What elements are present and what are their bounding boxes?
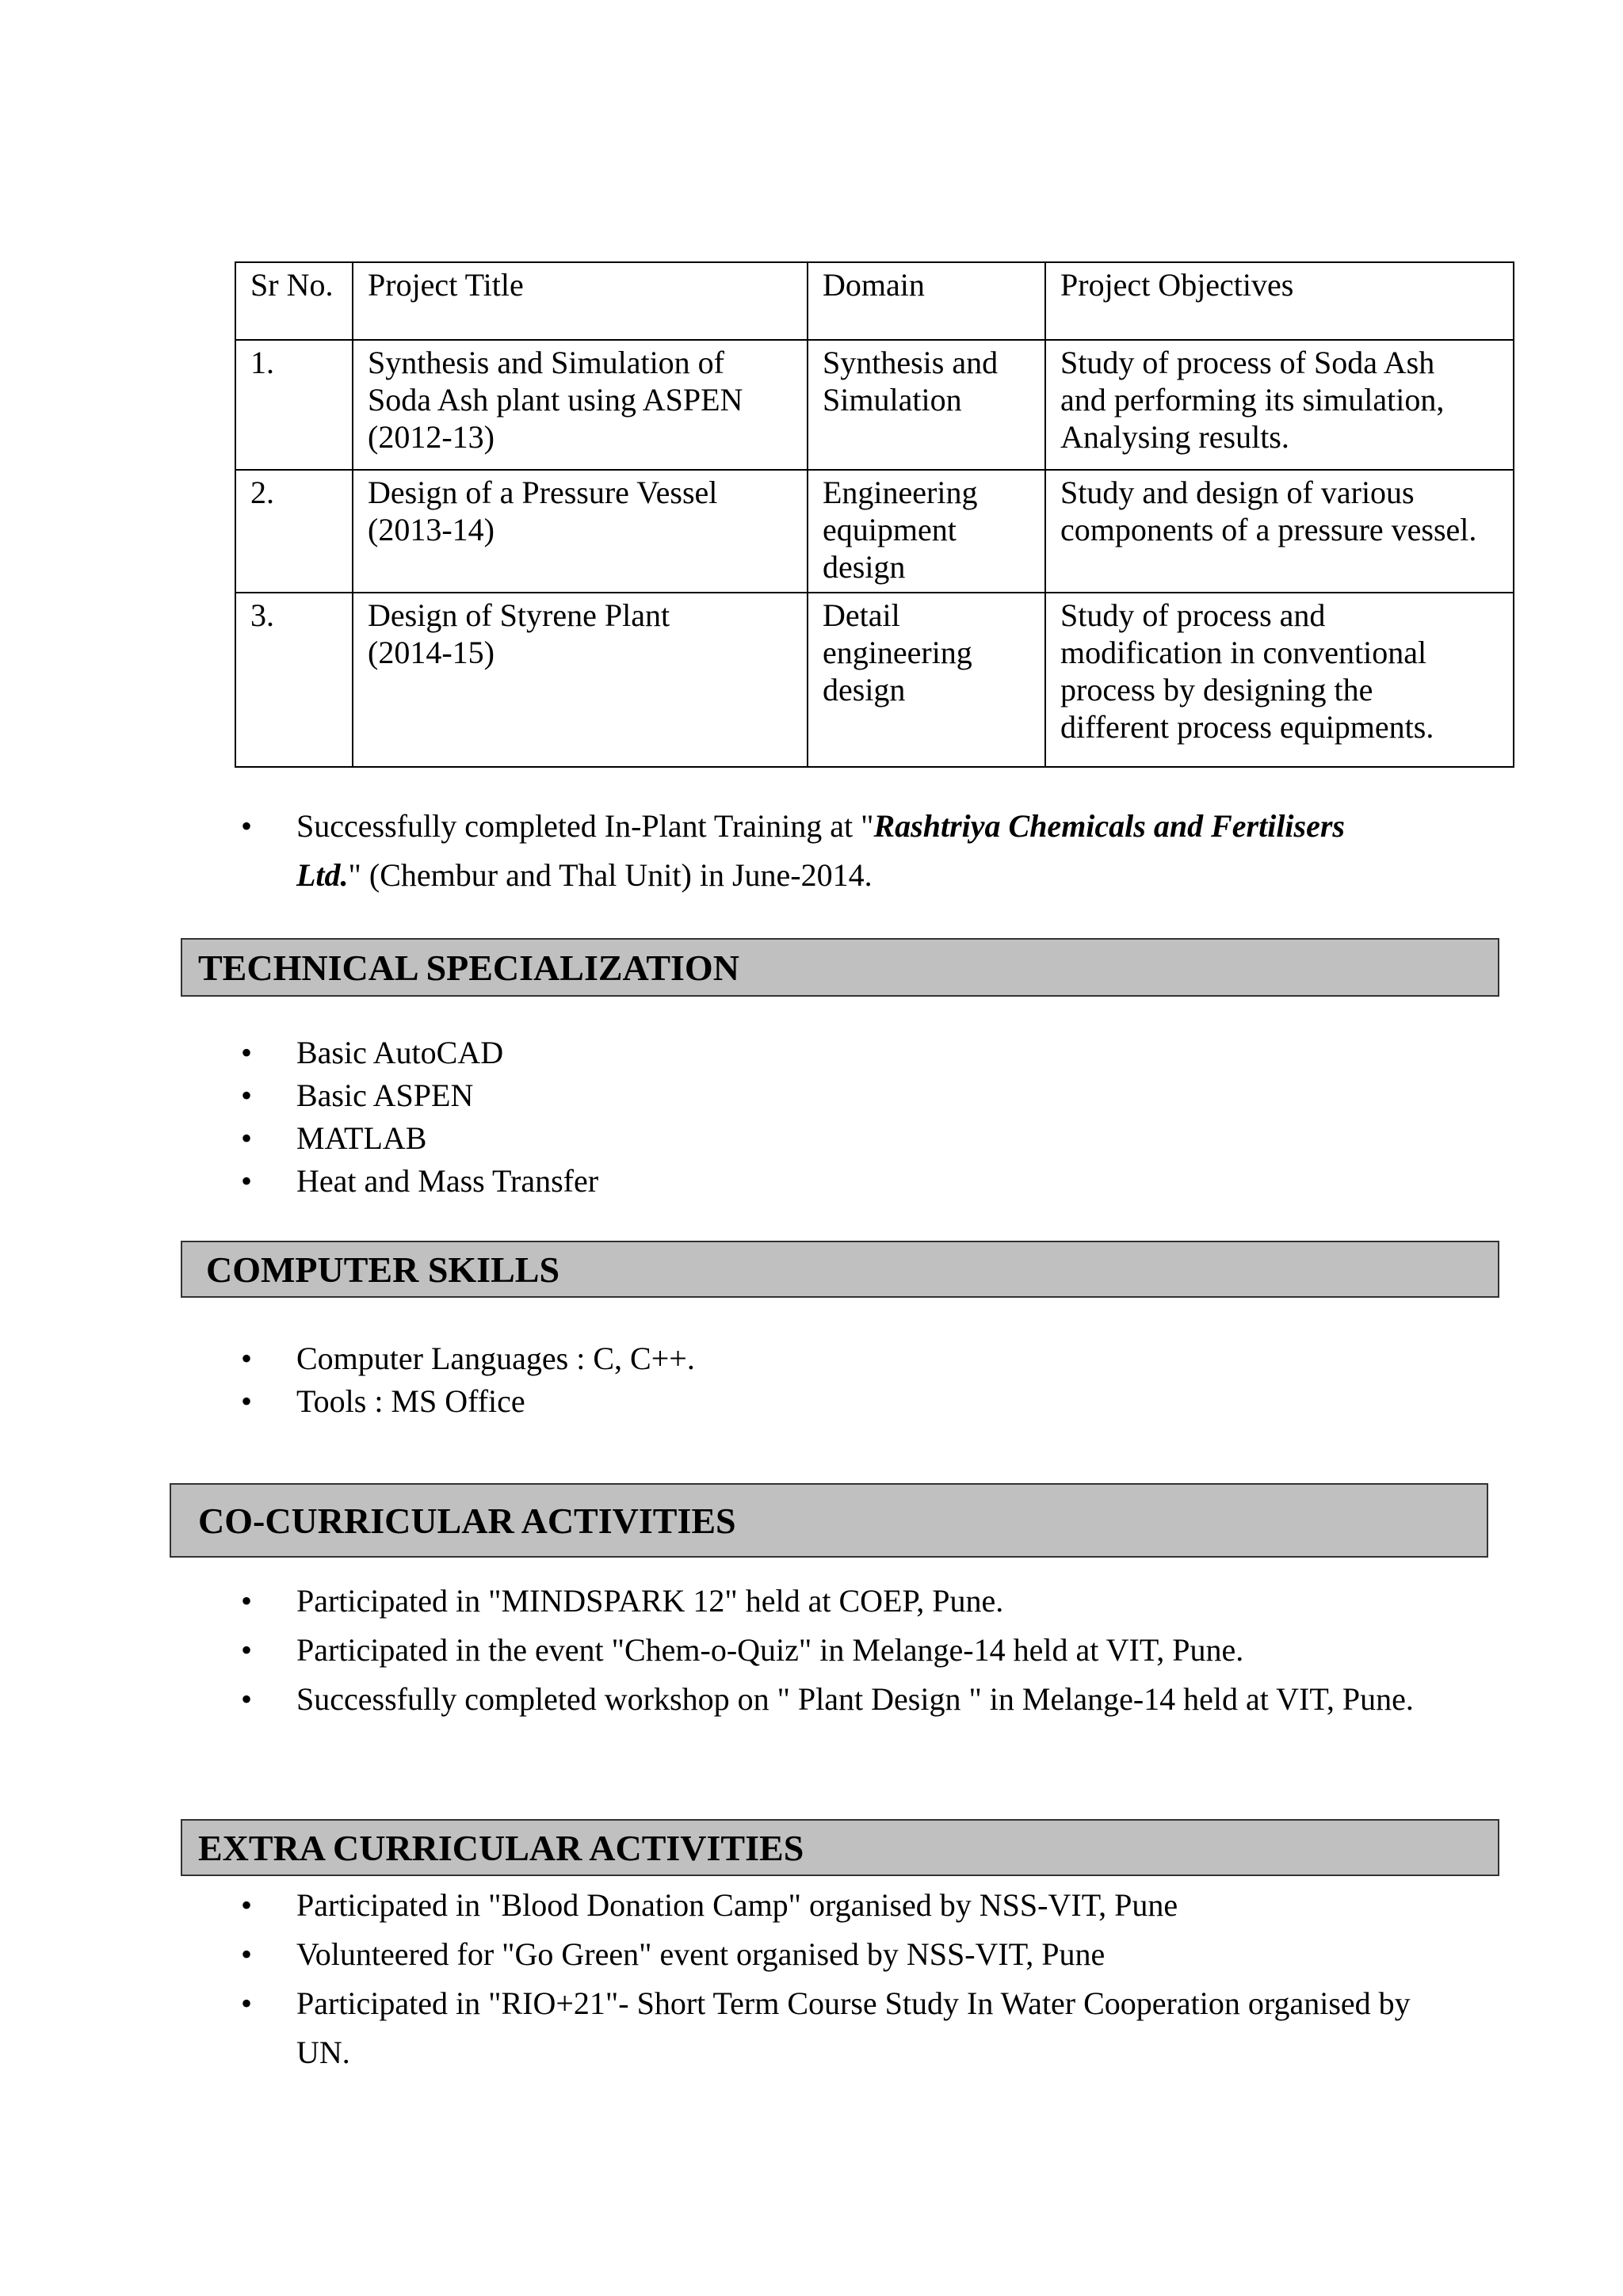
cell-line: design	[823, 549, 906, 585]
training-company-suffix: Ltd.	[296, 857, 349, 893]
table-row	[235, 593, 1514, 767]
cell-line: engineering	[823, 635, 972, 670]
list-item: • Heat and Mass Transfer	[235, 1160, 1471, 1203]
title-cell	[353, 340, 808, 470]
sr-cell: 2.	[235, 470, 353, 593]
cell-line: Design of Styrene Plant	[368, 597, 670, 633]
list-item: • Participated in "RIO+21"- Short Term Course Study In Water Cooperation organised by UN.	[235, 1979, 1427, 2077]
cell-line: Synthesis and Simulation of	[368, 345, 724, 380]
sr-cell: 1.	[235, 340, 353, 470]
list-item: • Volunteered for "Go Green" event organised by NSS-VIT, Pune	[235, 1930, 1427, 1979]
objective-cell	[1045, 470, 1514, 593]
section-header-technical: TECHNICAL SPECIALIZATION	[181, 938, 1499, 997]
cell-line: modification in conventional	[1060, 635, 1427, 670]
header-cell: Domain	[808, 262, 1045, 340]
cell-line: Soda Ash plant using ASPEN	[368, 382, 743, 418]
cell-line: equipment	[823, 512, 957, 547]
cell-line: process by designing the	[1060, 672, 1373, 707]
cell-line: Study and design of various	[1060, 475, 1415, 510]
projects-table	[235, 261, 1514, 768]
sr-cell: 3.	[235, 593, 353, 767]
header-cell: Project Title	[353, 262, 808, 340]
objective-cell	[1045, 340, 1514, 470]
domain-cell	[808, 340, 1045, 470]
list-item: • Participated in "Blood Donation Camp" organised by NSS-VIT, Pune	[235, 1881, 1427, 1930]
section-header-extra: EXTRA CURRICULAR ACTIVITIES	[181, 1819, 1499, 1876]
cell-line: Engineering	[823, 475, 978, 510]
table-header-row	[235, 262, 1514, 340]
table-row	[235, 470, 1514, 593]
extra-list	[235, 1881, 1427, 2077]
header-cell: Sr No.	[235, 262, 353, 340]
cocurricular-list	[235, 1577, 1427, 1724]
table-row	[235, 340, 1514, 470]
cell-line: Simulation	[823, 382, 962, 418]
domain-cell	[808, 470, 1045, 593]
title-cell	[353, 470, 808, 593]
cell-line: and performing its simulation,	[1060, 382, 1445, 418]
title-cell	[353, 593, 808, 767]
list-item: • Tools : MS Office	[235, 1380, 1471, 1423]
computer-list	[235, 1337, 1471, 1423]
list-item: • Participated in "MINDSPARK 12" held at COEP, Pune.	[235, 1577, 1427, 1626]
cell-line: design	[823, 672, 906, 707]
cell-line: Study of process of Soda Ash	[1060, 345, 1435, 380]
cell-line: (2013-14)	[368, 512, 495, 547]
training-company: Rashtriya Chemicals and Fertilisers	[873, 808, 1345, 844]
technical-list	[235, 1032, 1471, 1203]
training-list	[235, 802, 1471, 900]
list-item: • Basic AutoCAD	[235, 1032, 1471, 1074]
training-prefix: Successfully completed In-Plant Training at "	[296, 808, 874, 844]
cell-line: Study of process and	[1060, 597, 1326, 633]
section-header-computer: COMPUTER SKILLS	[181, 1241, 1499, 1298]
cell-line: Detail	[823, 597, 900, 633]
list-item: • Computer Languages : C, C++.	[235, 1337, 1471, 1380]
objective-cell	[1045, 593, 1514, 767]
cell-line: Design of a Pressure Vessel	[368, 475, 718, 510]
cell-line: (2012-13)	[368, 419, 495, 455]
domain-cell	[808, 593, 1045, 767]
cell-line: components of a pressure vessel.	[1060, 512, 1477, 547]
list-item: • MATLAB	[235, 1117, 1471, 1160]
header-cell: Project Objectives	[1045, 262, 1514, 340]
cell-line: Analysing results.	[1060, 419, 1289, 455]
training-suffix: " (Chembur and Thal Unit) in June-2014.	[348, 857, 873, 893]
list-item: • Basic ASPEN	[235, 1074, 1471, 1117]
training-item	[235, 802, 1471, 900]
cell-line: (2014-15)	[368, 635, 495, 670]
section-header-cocurricular: CO-CURRICULAR ACTIVITIES	[170, 1483, 1488, 1558]
cell-line: different process equipments.	[1060, 709, 1434, 745]
list-item: • Participated in the event "Chem-o-Quiz" in Melange-14 held at VIT, Pune.	[235, 1626, 1427, 1675]
list-item: • Successfully completed workshop on " Plant Design " in Melange-14 held at VIT, Pune.	[235, 1675, 1427, 1724]
cell-line: Synthesis and	[823, 345, 999, 380]
